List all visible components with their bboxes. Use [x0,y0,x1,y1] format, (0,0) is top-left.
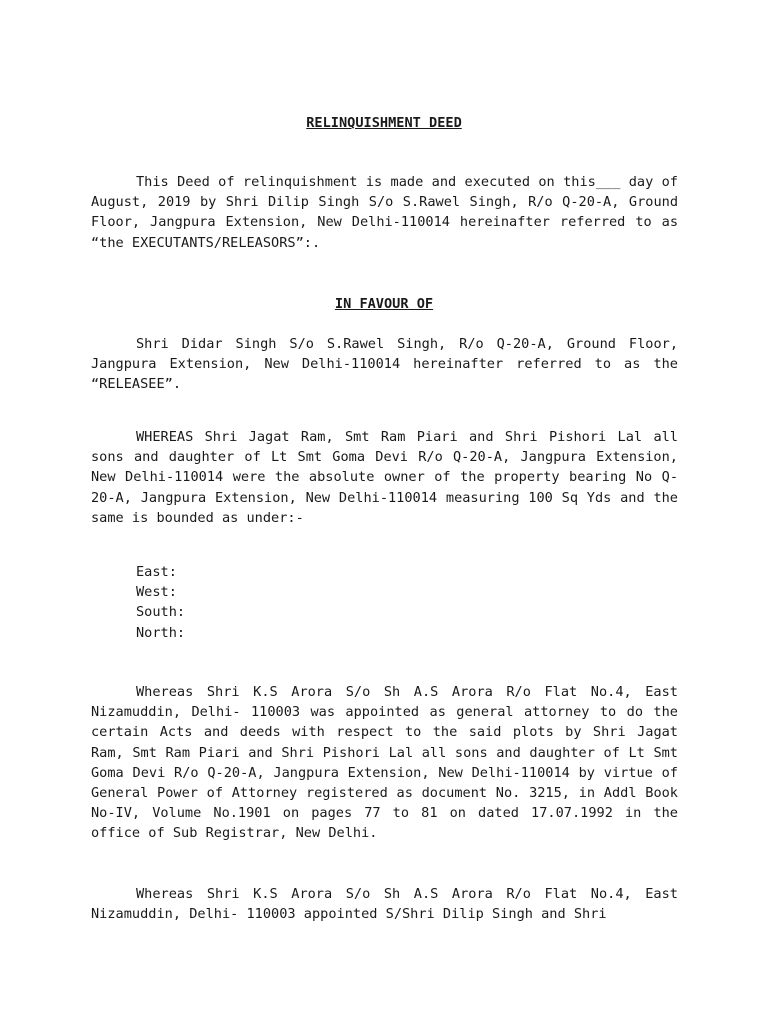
boundary-north: North: [136,624,186,641]
paragraph-whereas-appointed: Whereas Shri K.S Arora S/o Sh A.S Arora R/o Flat No.4, East Nizamuddin, Delhi- 110003 appointed S/Shri Dilip Singh and Shri [91,886,678,923]
in-favour-heading: IN FAVOUR OF [334,296,434,312]
paragraph-whereas-attorney: Whereas Shri K.S Arora S/o Sh A.S Arora R/o Flat No.4, East Nizamuddin, Delhi- 110003 was appointed as general attorney to do the certain Acts and deeds with respect to the said plots by Shri Jagat Ram, Smt Ram Piari and Shri Pishori Lal all sons and daughter of Lt Smt Goma Devi R/o Q-20-A, Jangpura Extension, New Delhi-110014 by virtue of General Power of Attorney registered as document No. 3215, in Addl Book No-IV, Volume No.1901 on pages 77 to 81 on dated 17.07.1992 in the office of Sub Registrar, New Delhi. [91,684,678,842]
boundary-west: West: [136,584,177,601]
document-title: RELINQUISHMENT DEED [306,115,462,131]
paragraph-deed-intro: This Deed of relinquishment is made and executed on this___ day of August, 2019 by Shri Dilip Singh S/o S.Rawel Singh, R/o Q-20-A, Ground Floor, Jangpura Extension, New Delhi-110014 hereinafter referred to as “the EXECUTANTS/RELEASORS”:. [91,174,678,251]
boundaries-list [136,562,185,643]
paragraph-whereas-owners: WHEREAS Shri Jagat Ram, Smt Ram Piari and Shri Pishori Lal all sons and daughter of Lt Smt Goma Devi R/o Q-20-A, Jangpura Extension, New Delhi-110014 were the absolute owner of the property bearing No Q-20-A, Jangpura Extension, New Delhi-110014 measuring 100 Sq Yds and the same is bounded as under:- [91,429,678,526]
paragraph-releasee: Shri Didar Singh S/o S.Rawel Singh, R/o Q-20-A, Ground Floor, Jangpura Extension, New Delhi-110014 hereinafter referred to as the “RELEASEE”. [91,336,678,393]
boundary-east: East: [136,564,177,580]
boundary-south: South: [136,604,186,621]
